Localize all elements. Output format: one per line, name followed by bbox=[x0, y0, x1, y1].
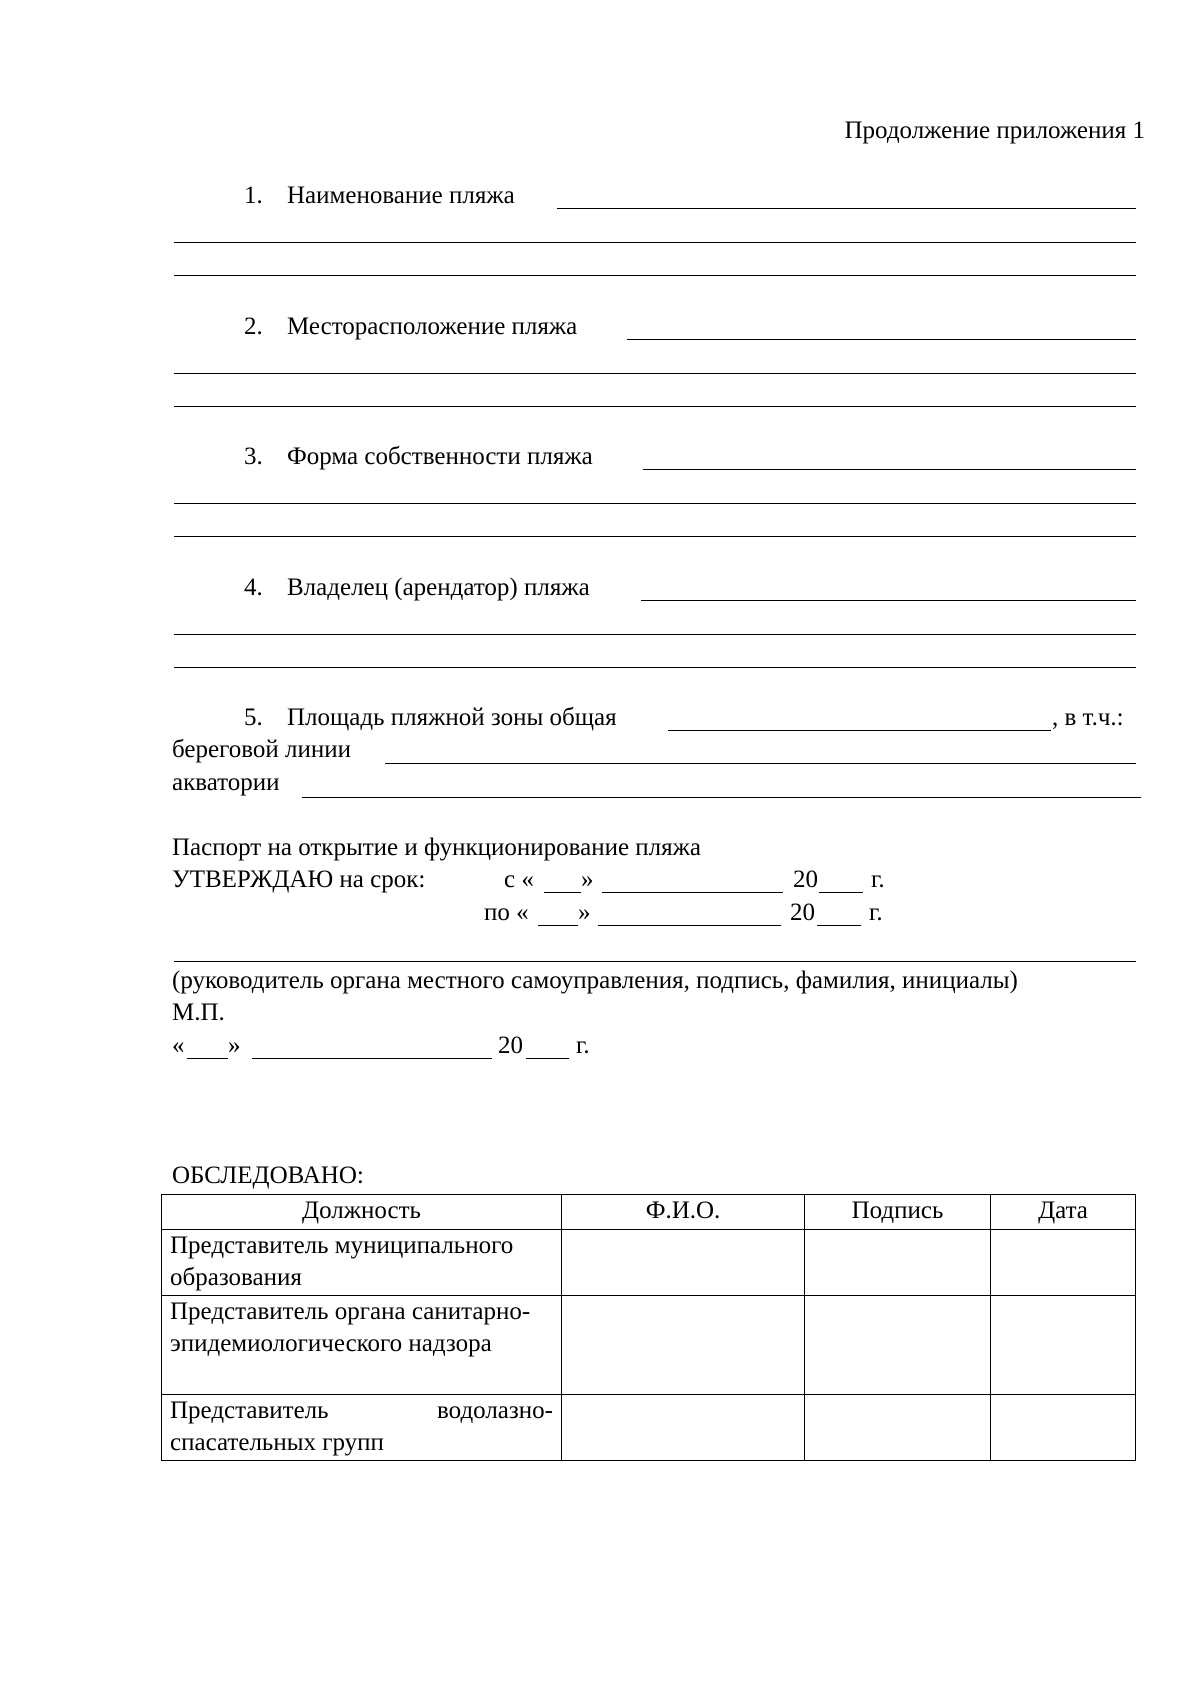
item-4-number: 4. bbox=[244, 574, 263, 601]
table-row bbox=[162, 1230, 1136, 1296]
total-area-field[interactable] bbox=[668, 730, 1051, 731]
item-3-label: Форма собственности пляжа bbox=[287, 443, 593, 470]
shoreline-field[interactable] bbox=[385, 763, 1136, 764]
to-year-prefix: 20 bbox=[790, 899, 815, 926]
survey-table bbox=[161, 1194, 1136, 1461]
date-cell[interactable] bbox=[991, 1296, 1136, 1395]
water-area-label: акватории bbox=[172, 769, 280, 796]
signature-cell[interactable] bbox=[805, 1296, 991, 1395]
item-5-label: Площадь пляжной зоны общая bbox=[287, 704, 617, 731]
beach-name-field[interactable] bbox=[557, 208, 1136, 209]
approval-date-open: « bbox=[172, 1032, 185, 1059]
ownership-form-field[interactable] bbox=[643, 469, 1136, 470]
column-header-signature: Подпись bbox=[805, 1195, 991, 1230]
column-header-position: Должность bbox=[162, 1195, 562, 1230]
position-line-1 bbox=[170, 1395, 553, 1427]
position-cell: Представитель органа санитарно-эпидемиологического надзора bbox=[162, 1296, 562, 1395]
full-name-cell[interactable] bbox=[562, 1230, 805, 1296]
survey-title: ОБСЛЕДОВАНО: bbox=[172, 1162, 364, 1189]
passport-title: Паспорт на открытие и функционирование пляжа bbox=[172, 834, 702, 861]
from-month-field[interactable] bbox=[602, 892, 783, 893]
column-header-full-name: Ф.И.О. bbox=[562, 1195, 805, 1230]
approval-day-field[interactable] bbox=[187, 1058, 228, 1059]
beach-owner-line-3[interactable] bbox=[174, 667, 1136, 668]
stamp-label: М.П. bbox=[172, 999, 225, 1026]
to-year-field[interactable] bbox=[817, 925, 861, 926]
beach-location-line-3[interactable] bbox=[174, 406, 1136, 407]
survey-header-row bbox=[162, 1195, 1136, 1230]
from-date-open: с « bbox=[504, 866, 534, 893]
approve-label: УТВЕРЖДАЮ на срок: bbox=[172, 866, 426, 893]
table-row bbox=[162, 1296, 1136, 1395]
position-line-2: спасательных групп bbox=[170, 1429, 384, 1456]
to-date-open: по « bbox=[484, 899, 529, 926]
date-cell[interactable] bbox=[991, 1230, 1136, 1296]
item-1-number: 1. bbox=[244, 182, 263, 209]
from-date-close: » bbox=[581, 866, 594, 893]
item-5-number: 5. bbox=[244, 704, 263, 731]
continuation-header: Продолжение приложения 1 bbox=[844, 117, 1145, 144]
position-word-1: Представитель bbox=[170, 1397, 329, 1424]
from-year-prefix: 20 bbox=[793, 866, 818, 893]
approval-year-prefix: 20 bbox=[498, 1032, 523, 1059]
item-2-number: 2. bbox=[244, 313, 263, 340]
ownership-form-line-2[interactable] bbox=[174, 503, 1136, 504]
signature-cell[interactable] bbox=[805, 1230, 991, 1296]
to-day-field[interactable] bbox=[538, 925, 578, 926]
date-cell[interactable] bbox=[991, 1395, 1136, 1461]
item-2-label: Месторасположение пляжа bbox=[287, 313, 578, 340]
ownership-form-line-3[interactable] bbox=[174, 536, 1136, 537]
full-name-cell[interactable] bbox=[562, 1395, 805, 1461]
table-row bbox=[162, 1395, 1136, 1461]
to-date-close: » bbox=[578, 899, 591, 926]
item-4-label: Владелец (арендатор) пляжа bbox=[287, 574, 590, 601]
item-3-number: 3. bbox=[244, 443, 263, 470]
beach-name-line-2[interactable] bbox=[174, 242, 1136, 243]
approval-month-field[interactable] bbox=[252, 1058, 492, 1059]
from-year-suffix: г. bbox=[871, 866, 885, 893]
beach-name-line-3[interactable] bbox=[174, 275, 1136, 276]
signature-cell[interactable] bbox=[805, 1395, 991, 1461]
item-1-label: Наименование пляжа bbox=[287, 182, 515, 209]
including-suffix: , в т.ч.: bbox=[1052, 704, 1124, 731]
to-year-suffix: г. bbox=[869, 899, 883, 926]
from-day-field[interactable] bbox=[544, 892, 581, 893]
column-header-date: Дата bbox=[991, 1195, 1136, 1230]
shoreline-label: береговой линии bbox=[172, 736, 351, 763]
position-cell: Представитель муниципального образования bbox=[162, 1230, 562, 1296]
to-month-field[interactable] bbox=[598, 925, 781, 926]
beach-location-line-2[interactable] bbox=[174, 373, 1136, 374]
beach-owner-field[interactable] bbox=[641, 600, 1136, 601]
position-cell bbox=[162, 1395, 562, 1461]
beach-owner-line-2[interactable] bbox=[174, 634, 1136, 635]
approval-year-field[interactable] bbox=[526, 1058, 569, 1059]
position-word-2: водолазно- bbox=[437, 1397, 553, 1424]
full-name-cell[interactable] bbox=[562, 1296, 805, 1395]
from-year-field[interactable] bbox=[819, 892, 863, 893]
water-area-field[interactable] bbox=[302, 797, 1141, 798]
beach-location-field[interactable] bbox=[627, 339, 1136, 340]
signatory-caption: (руководитель органа местного самоуправления, подпись, фамилия, инициалы) bbox=[172, 967, 1018, 994]
approval-year-suffix: г. bbox=[576, 1032, 590, 1059]
approval-date-close: » bbox=[228, 1032, 241, 1059]
signatory-line[interactable] bbox=[174, 961, 1136, 962]
